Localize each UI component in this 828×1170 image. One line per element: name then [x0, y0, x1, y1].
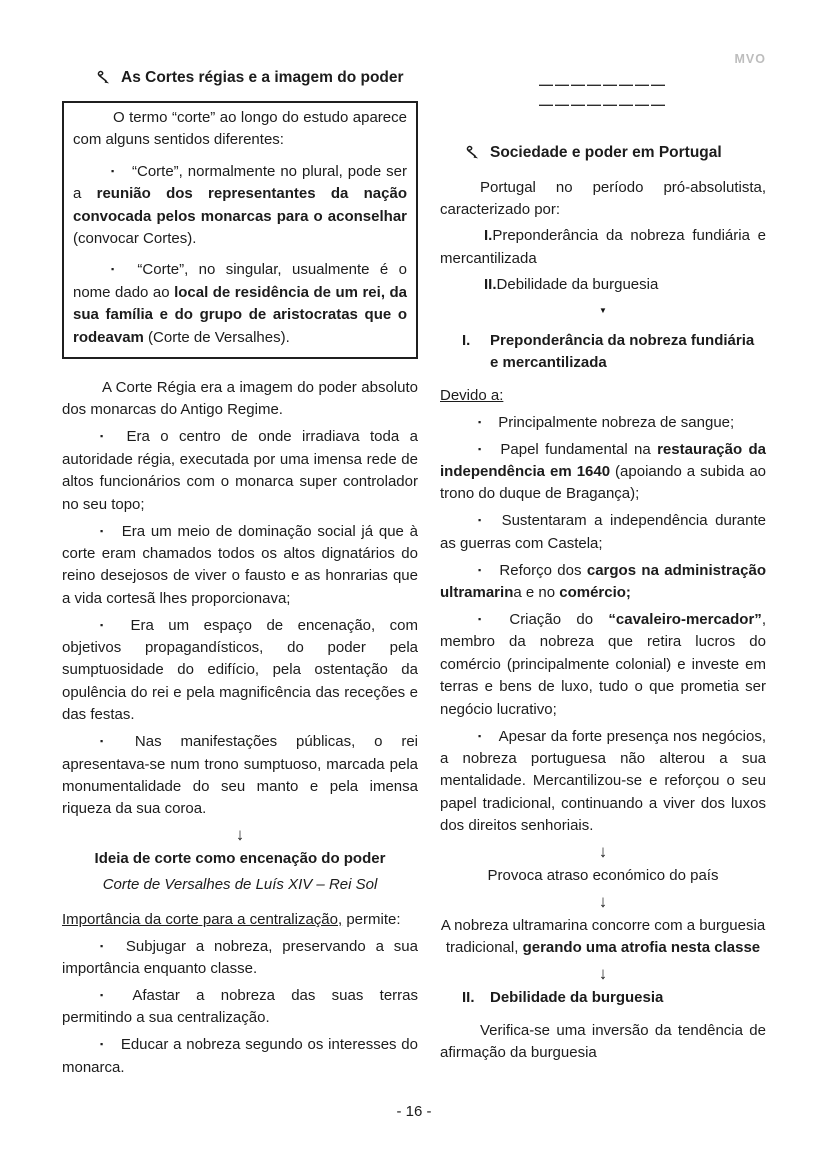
- left-section-heading-label: As Cortes régias e a imagem do poder: [121, 69, 404, 86]
- text-run: Afastar a nobreza das suas terras permitindo a sua centralização.: [62, 986, 418, 1027]
- text-run: Era o centro de onde irradiava toda a autoridade régia, executada por uma imensa rede de altos funcionários com o monarca super controlador no seu topo;: [62, 428, 418, 513]
- text-run: , membro da nobreza que retira lucros do comércio (principalmente colonial) e investe em terras e bens de luxo, tudo o que prometia ser negócio lucrativo;: [440, 611, 766, 718]
- text-run: a e no: [513, 584, 560, 602]
- numheading-paragraph: [440, 330, 766, 375]
- text-run: Sustentaram a independência durante as guerras com Castela;: [440, 512, 766, 552]
- bullet-paragraph: [440, 608, 766, 721]
- bullet-paragraph: [440, 725, 766, 838]
- bullet-paragraph: [62, 425, 418, 516]
- justify-paragraph: [62, 909, 418, 931]
- text-run: Subjugar a nobreza, preservando a sua importância enquanto classe.: [62, 937, 418, 977]
- down-arrow-icon: ↓: [235, 825, 245, 845]
- left-column: [62, 66, 418, 1082]
- bullet-square-icon: ▪: [478, 443, 484, 454]
- numheading-text: [490, 987, 663, 1009]
- bullet-square-icon: ▪: [478, 416, 482, 427]
- down-arrow-icon: ↓: [598, 964, 608, 984]
- text-run: “cavaleiro-mercador”: [608, 611, 762, 628]
- text-run: cargos na administração ultramarin: [440, 561, 766, 602]
- definition-box: [62, 101, 418, 359]
- text-run: Provoca atraso económico do país: [487, 867, 719, 885]
- small-triangle-icon: ▼: [599, 306, 607, 316]
- justify-paragraph: [440, 385, 766, 407]
- bullet-square-icon: ▪: [100, 989, 116, 1000]
- watermark-initials: MVO: [734, 52, 766, 66]
- text-run: restauração da independência em 1640: [440, 440, 766, 481]
- indent-paragraph: [440, 177, 766, 222]
- center-paragraph: [440, 915, 766, 960]
- text-run: Devido a:: [440, 386, 504, 404]
- center-paragraph: [440, 865, 766, 887]
- right-section-heading-label: Sociedade e poder em Portugal: [490, 144, 722, 161]
- text-run: “Corte”, normalmente no plural, pode ser a: [73, 162, 407, 203]
- center-bold-paragraph: [62, 848, 418, 870]
- pen-flourish-icon: [96, 69, 111, 92]
- text-run: comércio;: [559, 584, 631, 602]
- dash-line: ————————: [539, 76, 667, 92]
- text-run: (convocar Cortes).: [73, 230, 197, 248]
- bullet-paragraph: [62, 730, 418, 821]
- bullet-square-icon: ▪: [100, 619, 114, 630]
- center-italic-paragraph: [62, 874, 418, 896]
- text-run: Portugal no período pró-absolutista, caracterizado por:: [440, 179, 766, 219]
- bullet-paragraph: [440, 559, 766, 605]
- text-run: Ideia de corte como encenação do poder: [94, 850, 386, 868]
- page-number: - 16 -: [396, 1103, 432, 1120]
- text-run: “Corte”, no singular, usualmente é o nome dado ao: [73, 261, 407, 301]
- text-run: Educar a nobreza segundo os interesses do monarca.: [62, 1036, 418, 1076]
- bullet-paragraph: [440, 438, 766, 506]
- text-run: Preponderância da nobreza fundiária e mercantilizada: [490, 332, 755, 372]
- bullet-square-icon: ▪: [100, 736, 118, 747]
- text-run: Nas manifestações públicas, o rei apresentava-se num trono sumptuoso, marcada pela monumentalidade do seu manto e pela imensa riqueza da sua coroa.: [62, 733, 418, 818]
- text-run: Corte de Versalhes de Luís XIV – Rei Sol: [102, 876, 378, 894]
- numheading-text: [490, 330, 766, 375]
- indent-paragraph: [440, 1020, 766, 1065]
- down-arrow-icon: ↓: [598, 891, 608, 911]
- bullet-square-icon: ▪: [100, 1039, 104, 1050]
- bullet-square-icon: ▪: [100, 431, 110, 442]
- bullet-paragraph: [62, 935, 418, 981]
- bullet-paragraph: [62, 984, 418, 1030]
- text-run: Era um espaço de encenação, com objetivos propagandísticos, do poder pela sumptuosidade do edifício, pela ostentação da opulência do rei e pela magnificência das receções e das festas.: [62, 616, 418, 724]
- text-run: Reforço dos: [499, 561, 587, 579]
- text-run: permite:: [342, 910, 401, 928]
- list-number: I.: [462, 332, 471, 350]
- list-number: II.: [462, 989, 475, 1007]
- text-run: A Corte Régia era a imagem do poder absoluto dos monarcas do Antigo Regime.: [62, 379, 418, 419]
- text-run: Papel fundamental na: [500, 440, 658, 458]
- bullet-paragraph: [73, 258, 407, 349]
- list-number: II.: [484, 275, 497, 293]
- text-run: Debilidade da burguesia: [496, 275, 659, 293]
- text-run: Criação do: [509, 611, 609, 628]
- numitem-paragraph: [440, 274, 766, 296]
- text-run: Importância da corte para a centralização,: [62, 910, 343, 928]
- down-arrow-icon: ↓: [598, 842, 608, 862]
- indent-paragraph: [62, 377, 418, 422]
- bullet-square-icon: ▪: [478, 564, 483, 575]
- dash-lines: [440, 74, 766, 114]
- bullet-square-icon: ▪: [478, 614, 493, 624]
- dash-line: ————————: [539, 96, 667, 112]
- pen-flourish-icon: [465, 144, 480, 167]
- bullet-square-icon: ▪: [111, 264, 121, 275]
- numitem-paragraph: [440, 225, 766, 270]
- bullet-square-icon: ▪: [478, 515, 485, 526]
- text-run: Principalmente nobreza de sangue;: [498, 413, 735, 431]
- numheading-paragraph: [440, 987, 766, 1009]
- bullet-paragraph: [62, 614, 418, 727]
- bullet-paragraph: [73, 160, 407, 251]
- left-section-heading: [96, 66, 418, 92]
- text-run: A nobreza ultramarina concorre com a burguesia tradicional,: [440, 916, 766, 957]
- text-run: (Corte de Versalhes).: [143, 328, 290, 346]
- right-column: [440, 74, 766, 1068]
- bullet-paragraph: [440, 411, 766, 434]
- bullet-square-icon: ▪: [100, 525, 105, 536]
- text-run: Apesar da forte presença nos negócios, a nobreza portuguesa não alterou a sua mentalidade. Mercantilizou-se e reforçou o seu papel tradicional, continuando a viver dos luxos dos direitos senhoriais.: [440, 727, 766, 835]
- right-column-body: [440, 177, 766, 1065]
- bullet-paragraph: [62, 1033, 418, 1079]
- indent-paragraph: [73, 107, 407, 152]
- list-number: I.: [484, 227, 493, 245]
- bullet-square-icon: ▪: [111, 165, 115, 176]
- text-run: O termo “corte” ao longo do estudo aparece com alguns sentidos diferentes:: [73, 109, 407, 149]
- bullet-paragraph: [440, 509, 766, 555]
- left-column-body: [62, 377, 418, 1079]
- text-run: gerando uma atrofia nesta classe: [522, 939, 761, 957]
- text-run: reunião dos representantes da nação convocada pelos monarcas para o aconselhar: [73, 185, 407, 225]
- text-run: (apoiando a subida ao trono do duque de Bragança);: [440, 463, 766, 503]
- bullet-paragraph: [62, 520, 418, 611]
- bullet-square-icon: ▪: [100, 940, 109, 951]
- right-section-heading: [465, 141, 766, 167]
- text-run: Preponderância da nobreza fundiária e mercantilizada: [440, 227, 766, 267]
- text-run: Era um meio de dominação social já que à corte eram chamados todos os altos dignatários do reino desejosos de viver o fausto e as honrarias que a vida cortesã lhes proporcionava;: [62, 522, 418, 607]
- bullet-square-icon: ▪: [478, 730, 482, 741]
- text-run: Debilidade da burguesia: [490, 989, 664, 1007]
- text-run: local de residência de um rei, da sua família e do grupo de aristocratas que o rodeavam: [73, 283, 407, 346]
- text-run: Verifica-se uma inversão da tendência de afirmação da burguesia: [440, 1021, 766, 1062]
